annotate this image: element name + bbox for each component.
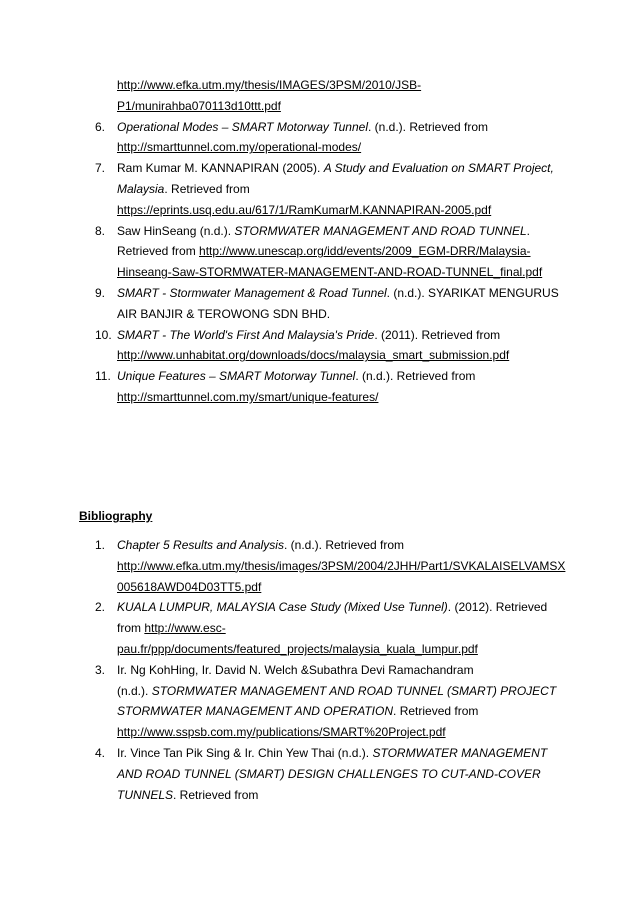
reference-text: Retrieved from (117, 244, 200, 259)
reference-text: . Retrieved from (164, 181, 250, 196)
reference-item (80, 366, 580, 408)
reference-item (80, 325, 580, 367)
reference-item (80, 75, 580, 117)
reference-text: Ram Kumar M. KANNAPIRAN (2005). (117, 161, 324, 176)
reference-title: A Study and Evaluation on SMART Project, (323, 161, 554, 176)
reference-title: KUALA LUMPUR, MALAYSIA Case Study (Mixed Use Tunnel) (117, 600, 448, 615)
reference-link[interactable]: http://www.unhabitat.org/downloads/docs/malaysia_smart_submission.pdf (117, 348, 510, 363)
reference-title: Unique Features – SMART Motorway Tunnel (117, 369, 356, 384)
item-line (117, 618, 580, 639)
item-number: 6. (95, 119, 106, 134)
item-line (117, 743, 580, 764)
reference-text: . (n.d.). SYARIKAT MENGURUS (386, 285, 559, 300)
reference-item (80, 221, 580, 283)
reference-link[interactable]: http://www.efka.utm.my/thesis/images/3PSM/2004/2JHH/Part1/SVKALAISELVAMSX (117, 558, 566, 573)
reference-link[interactable]: 005618AWD04D03TT5.pdf (117, 579, 262, 594)
item-line (117, 785, 580, 806)
reference-list (80, 75, 580, 408)
item-line (117, 345, 580, 366)
item-number: 3. (95, 662, 106, 677)
item-line (117, 701, 580, 722)
item-line (117, 722, 580, 743)
reference-text: . (n.d.). Retrieved from (355, 369, 476, 384)
item-line (117, 96, 580, 117)
item-number: 2. (95, 600, 106, 615)
item-line (117, 325, 580, 346)
item-line (117, 262, 580, 283)
item-line (117, 556, 580, 577)
reference-link[interactable]: http://www.esc- (144, 621, 226, 636)
item-line (117, 681, 580, 702)
item-line (117, 200, 580, 221)
item-number: 11. (95, 369, 111, 384)
reference-title: Operational Modes – SMART Motorway Tunnel (117, 119, 368, 134)
reference-link[interactable]: http://www.sspsb.com.my/publications/SMART%20Project.pdf (117, 725, 446, 740)
reference-text: Ir. Vince Tan Pik Sing & Ir. Chin Yew Thai (n.d.). (117, 745, 373, 760)
reference-text: . Retrieved from (173, 787, 259, 802)
item-line (117, 283, 580, 304)
reference-title: STORMWATER MANAGEMENT AND ROAD TUNNEL (234, 223, 527, 238)
bibliography-item (80, 597, 580, 659)
item-number: 9. (95, 285, 106, 300)
item-line (117, 304, 580, 325)
item-line (117, 764, 580, 785)
bibliography-item (80, 660, 580, 743)
item-number: 8. (95, 223, 106, 238)
reference-title: STORMWATER MANAGEMENT (372, 745, 548, 760)
reference-text: (n.d.). (117, 683, 152, 698)
reference-title: STORMWATER MANAGEMENT AND OPERATION (117, 704, 394, 719)
reference-title: Malaysia (117, 181, 165, 196)
reference-item (80, 117, 580, 159)
item-line (117, 660, 580, 681)
item-number: 1. (95, 538, 106, 552)
bibliography-list (80, 535, 580, 805)
item-number: 4. (95, 745, 106, 760)
item-line (117, 597, 580, 618)
bibliography-item (80, 535, 580, 597)
reference-link[interactable]: Hinseang-Saw-STORMWATER-MANAGEMENT-AND-ROAD-TUNNEL_final.pdf (117, 265, 543, 280)
item-line (117, 158, 580, 179)
reference-title: STORMWATER MANAGEMENT AND ROAD TUNNEL (SMART) PROJECT (151, 683, 557, 698)
reference-title: Chapter 5 Results and Analysis (117, 538, 284, 552)
reference-title: SMART - Stormwater Management & Road Tunnel (117, 285, 387, 300)
reference-text: Ir. Ng KohHing, Ir. David N. Welch &Subathra Devi Ramachandram (117, 662, 474, 677)
reference-text: AIR BANJIR & TEROWONG SDN BHD. (117, 306, 331, 321)
reference-link[interactable]: https://eprints.usq.edu.au/617/1/RamKumarM.KANNAPIRAN-2005.pdf (117, 202, 492, 217)
reference-text: . (2011). Retrieved from (374, 327, 501, 342)
reference-link[interactable]: http://smarttunnel.com.my/smart/unique-features/ (117, 389, 379, 404)
item-line (117, 179, 580, 200)
item-line (117, 366, 580, 387)
reference-text: from (117, 621, 145, 636)
reference-link[interactable]: http://www.unescap.org/idd/events/2009_EGM-DRR/Malaysia- (199, 244, 531, 259)
reference-title: TUNNELS (117, 787, 174, 802)
reference-title: AND ROAD TUNNEL (SMART) DESIGN CHALLENGES TO CUT-AND-COVER (117, 766, 541, 781)
item-number: 10. (95, 327, 112, 342)
reference-link[interactable]: P1/munirahba070113d10ttt.pdf (117, 98, 281, 113)
reference-title: SMART - The World's First And Malaysia's Pride (117, 327, 375, 342)
reference-item (80, 283, 580, 325)
reference-text: . (526, 223, 530, 238)
item-line (117, 535, 580, 556)
item-line (117, 117, 580, 138)
reference-link[interactable]: http://www.efka.utm.my/thesis/IMAGES/3PSM/2010/JSB- (117, 78, 422, 92)
item-line (117, 639, 580, 660)
reference-item (80, 158, 580, 220)
item-number: 7. (95, 161, 106, 176)
reference-link[interactable]: http://smarttunnel.com.my/operational-modes/ (117, 140, 362, 155)
reference-text: Saw HinSeang (n.d.). (117, 223, 235, 238)
item-line (117, 387, 580, 408)
item-line (117, 241, 580, 262)
item-line (117, 577, 580, 598)
bibliography-item (80, 743, 580, 805)
reference-text: . (n.d.). Retrieved from (368, 119, 489, 134)
reference-text: . Retrieved from (393, 704, 479, 719)
reference-link[interactable]: pau.fr/ppp/documents/featured_projects/malaysia_kuala_lumpur.pdf (117, 641, 478, 656)
reference-text: . (n.d.). Retrieved from (283, 538, 405, 552)
bibliography-heading: Bibliography (79, 509, 153, 523)
item-line (117, 75, 580, 96)
reference-text: . (2012). Retrieved (447, 600, 548, 615)
item-line (117, 137, 580, 158)
item-line (117, 221, 580, 242)
